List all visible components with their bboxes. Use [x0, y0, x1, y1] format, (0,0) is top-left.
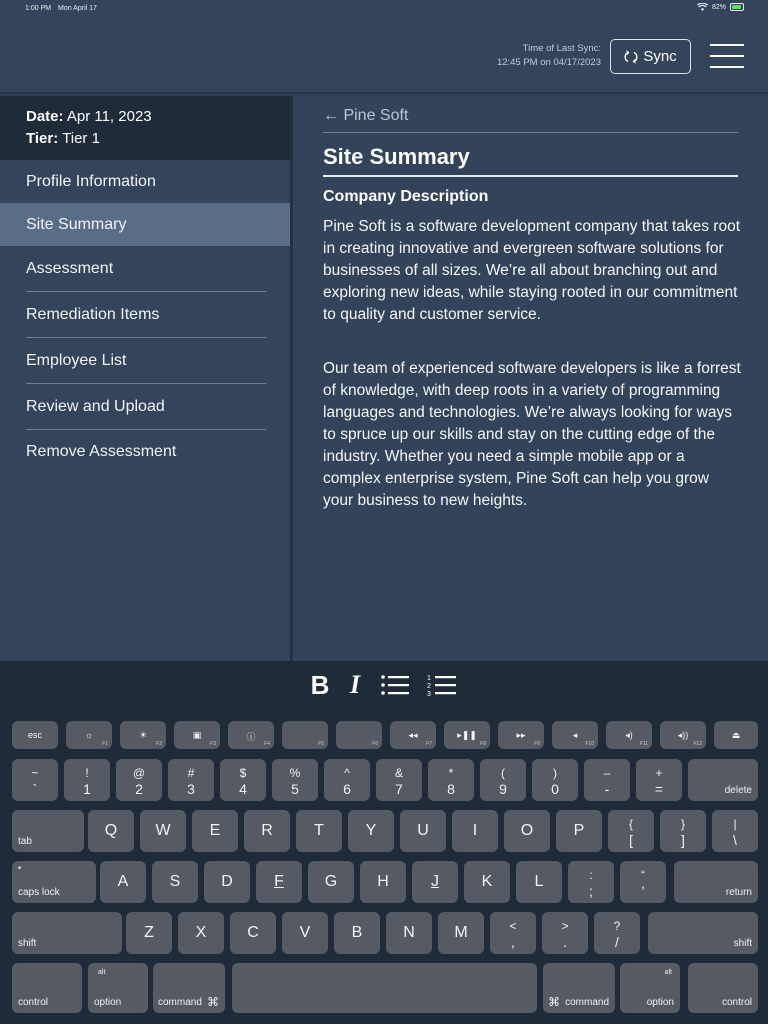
sync-icon [624, 50, 638, 64]
key-c[interactable]: C [230, 912, 276, 954]
key-minus[interactable]: – - [584, 759, 630, 801]
status-time: 1:00 PM [25, 5, 52, 12]
key-t[interactable]: T [296, 810, 342, 852]
key-f12[interactable]: ◂)) F12 [660, 721, 706, 749]
sync-button[interactable] [610, 39, 691, 74]
key-i[interactable]: I [452, 810, 498, 852]
key-f11[interactable]: ◂) F11 [606, 721, 652, 749]
key-left-command[interactable]: command ⌘ [153, 963, 225, 1013]
sidebar [0, 96, 290, 661]
key-f7[interactable]: ◂◂ F7 [390, 721, 436, 749]
sidebar-item-employee-list[interactable]: Employee List [0, 338, 290, 384]
key-backslash[interactable]: | \ [712, 810, 758, 852]
numbered-list-button[interactable] [427, 671, 457, 699]
key-esc[interactable]: esc [12, 721, 58, 749]
key-k[interactable]: K [464, 861, 510, 903]
tier-value: Tier 1 [58, 130, 100, 147]
page-title: Site Summary [323, 144, 470, 169]
sidebar-item-remove-assessment[interactable]: Remove Assessment [26, 443, 177, 460]
assessment-tier [26, 128, 264, 150]
key-f6[interactable]: F6 [336, 721, 382, 749]
key-2[interactable]: @ 2 [116, 759, 162, 801]
svg-text:2: 2 [427, 683, 431, 690]
key-tab[interactable]: tab [12, 810, 84, 852]
breadcrumb-divider [323, 132, 738, 133]
sidebar-item-site-summary[interactable]: Site Summary [0, 203, 290, 246]
bold-button[interactable]: B [310, 669, 330, 700]
main-content [293, 96, 768, 661]
key-eject[interactable]: ⏏ [714, 721, 758, 749]
sidebar-item-remediation-items[interactable]: Remediation Items [0, 292, 290, 338]
key-f5[interactable]: F5 [282, 721, 328, 749]
description-paragraph-2[interactable]: Our team of experienced software developers is like a forrest of knowledge, with deep roots in a variety of programming languages and technologies. We’re always looking for ways to spruce up our skills and stay on the cutting edge of the industry. Whether you need a simple mobile app or a complex enterprise system, Pine Soft can help you grow your business to new heights. [323, 360, 741, 509]
last-sync-time: 12:45 PM on 04/17/2023 [496, 57, 601, 68]
section-heading: Company Description [323, 188, 489, 205]
key-right-command[interactable]: ⌘ command [543, 963, 615, 1013]
svg-text:1: 1 [427, 675, 431, 682]
key-e[interactable]: E [192, 810, 238, 852]
wifi-icon [697, 3, 708, 11]
key-left-control[interactable]: control [12, 963, 82, 1013]
key-caps-lock[interactable]: • caps lock [12, 861, 96, 903]
key-space[interactable] [232, 963, 537, 1013]
key-j[interactable]: J [412, 861, 458, 903]
key-4[interactable]: $ 4 [220, 759, 266, 801]
key-f9[interactable]: ▸▸ F9 [498, 721, 544, 749]
key-5[interactable]: % 5 [272, 759, 318, 801]
key-g[interactable]: G [308, 861, 354, 903]
key-6[interactable]: ^ 6 [324, 759, 370, 801]
key-period[interactable]: > . [542, 912, 588, 954]
sidebar-item-assessment[interactable]: Assessment [0, 246, 290, 292]
key-p[interactable]: P [556, 810, 602, 852]
key-f2[interactable]: ☀ F2 [120, 721, 166, 749]
key-left-shift[interactable]: shift [12, 912, 122, 954]
date-value: Apr 11, 2023 [63, 108, 152, 125]
battery-icon [730, 3, 744, 11]
key-equals[interactable]: + = [636, 759, 682, 801]
battery-percent: 82% [711, 3, 726, 11]
key-f3[interactable]: ▣ F3 [174, 721, 220, 749]
key-a[interactable]: A [100, 861, 146, 903]
key-f[interactable]: F [256, 861, 302, 903]
sync-label: Sync [643, 48, 677, 65]
key-f4[interactable]: ⓘ F4 [228, 721, 274, 749]
sidebar-item-profile-information[interactable]: Profile Information [26, 173, 156, 190]
key-delete[interactable]: delete [688, 759, 758, 801]
app-header [0, 20, 768, 94]
key-w[interactable]: W [140, 810, 186, 852]
key-u[interactable]: U [400, 810, 446, 852]
assessment-info [0, 96, 290, 160]
key-return[interactable]: return [674, 861, 758, 903]
key-0[interactable]: ) 0 [532, 759, 578, 801]
key-right-bracket[interactable]: } ] [660, 810, 706, 852]
bullet-list-button[interactable] [380, 671, 410, 699]
key-q[interactable]: Q [88, 810, 134, 852]
key-m[interactable]: M [438, 912, 484, 954]
italic-button[interactable]: I [349, 670, 361, 699]
format-toolbar [0, 661, 768, 709]
key-z[interactable]: Z [126, 912, 172, 954]
key-right-option[interactable]: alt option [620, 963, 680, 1013]
sidebar-item-review-and-upload[interactable]: Review and Upload [0, 384, 290, 430]
tier-label: Tier: [26, 130, 59, 147]
on-screen-keyboard [0, 709, 768, 1024]
key-v[interactable]: V [282, 912, 328, 954]
date-label: Date: [26, 108, 64, 125]
last-sync-info [497, 42, 601, 70]
status-right [697, 3, 744, 11]
numbered-list-icon [427, 673, 457, 697]
key-right-control[interactable]: control [688, 963, 758, 1013]
key-h[interactable]: H [360, 861, 406, 903]
key-3[interactable]: # 3 [168, 759, 214, 801]
title-underline [323, 175, 738, 177]
status-date: Mon April 17 [58, 5, 97, 12]
key-semicolon[interactable]: : ; [568, 861, 614, 903]
key-7[interactable]: & 7 [376, 759, 422, 801]
key-f10[interactable]: ◂ F10 [552, 721, 598, 749]
key-backtick[interactable]: ~ ` [12, 759, 58, 801]
key-left-bracket[interactable]: { [ [608, 810, 654, 852]
last-sync-label: Time of Last Sync: [522, 43, 601, 54]
key-f1[interactable]: ☼ F1 [66, 721, 112, 749]
key-l[interactable]: L [516, 861, 562, 903]
key-right-shift[interactable]: shift [648, 912, 758, 954]
key-comma[interactable]: < , [490, 912, 536, 954]
hamburger-menu-icon[interactable] [710, 44, 744, 68]
key-left-option[interactable]: alt option [88, 963, 148, 1013]
key-n[interactable]: N [386, 912, 432, 954]
assessment-date [26, 106, 264, 128]
key-r[interactable]: R [244, 810, 290, 852]
key-b[interactable]: B [334, 912, 380, 954]
key-s[interactable]: S [152, 861, 198, 903]
status-bar [0, 0, 768, 20]
bullet-list-icon [380, 673, 410, 697]
key-9[interactable]: ( 9 [480, 759, 526, 801]
description-paragraph-1[interactable]: Pine Soft is a software development company that takes root in creating innovative and evergreen software solutions for businesses of all sizes. We’re all about branching out and exploring new ideas, while staying rooted in our commitment to quality and customer service. [323, 218, 741, 323]
key-8[interactable]: * 8 [428, 759, 474, 801]
svg-text:3: 3 [427, 691, 431, 697]
key-o[interactable]: O [504, 810, 550, 852]
key-quote[interactable]: “ ’ [620, 861, 666, 903]
key-slash[interactable]: ? / [594, 912, 640, 954]
key-y[interactable]: Y [348, 810, 394, 852]
breadcrumb-back-link[interactable]: ← Pine Soft [323, 107, 409, 124]
key-x[interactable]: X [178, 912, 224, 954]
key-f8[interactable]: ▸❚❚ F8 [444, 721, 490, 749]
key-d[interactable]: D [204, 861, 250, 903]
key-1[interactable]: ! 1 [64, 759, 110, 801]
